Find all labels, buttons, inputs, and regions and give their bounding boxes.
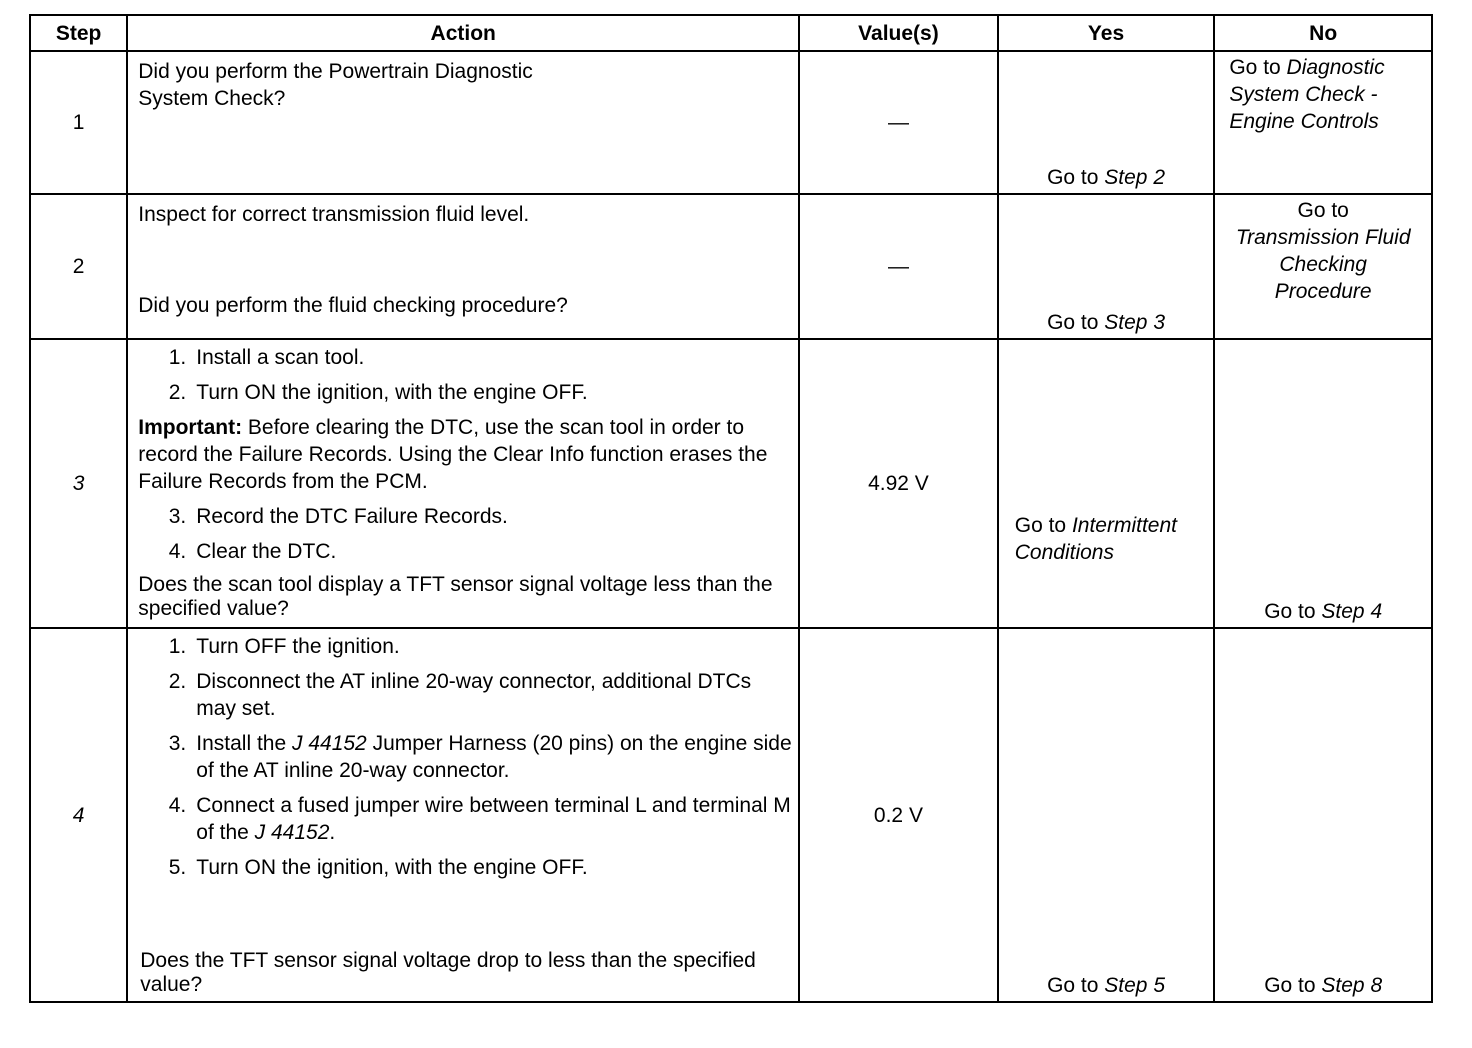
action-cell [127,339,799,628]
no-prefix: Go to [1297,199,1349,222]
action-text: Did you perform the Powertrain Diagnostic [138,60,533,83]
no-link[interactable] [1215,972,1431,999]
list-item: 5. Turn ON the ignition, with the engine OFF. [168,856,588,879]
header-no: No [1214,15,1432,51]
yes-prefix: Go to [1047,311,1105,334]
value-text: 4.92 V [868,472,929,495]
value-cell [799,194,998,339]
no-target: Transmission Fluid Checking Procedure [1235,226,1411,303]
tool-reference: J 44152 [292,732,367,755]
no-link[interactable] [1215,195,1431,305]
table-row [30,51,1432,194]
value-cell [799,628,998,1002]
step-cell [30,339,127,628]
no-prefix: Go to [1264,600,1322,623]
table-row [30,194,1432,339]
yes-cell [998,339,1215,628]
list-item: 2. Disconnect the AT inline 20-way connector, additional DTCs may set. [168,670,752,720]
no-target: Step 4 [1321,600,1383,623]
step-number: 3 [72,472,85,495]
action-question: Does the TFT sensor signal voltage drop to less than the specified value? [140,949,756,996]
no-cell [1214,339,1432,628]
yes-prefix: Go to [1047,166,1105,189]
no-cell [1214,628,1432,1002]
action-question: Does the scan tool display a TFT sensor signal voltage less than the specified value? [138,573,773,620]
action-text: Inspect for correct transmission fluid level. [138,203,530,226]
important-label: Important: [138,416,243,439]
yes-target: Step 5 [1104,974,1165,997]
step-cell [30,628,127,1002]
list-item: 4. Clear the DTC. [168,540,337,563]
important-note [138,414,792,495]
header-step: Step [30,15,127,51]
no-target: Step 8 [1321,974,1383,997]
list-item: 3. Install the J 44152 Jumper Harness (20 pins) on the engine side of the AT inline 20-way connector. [168,732,792,782]
list-item: 1. Install a scan tool. [168,346,365,369]
value-text: — [887,111,909,134]
yes-cell [998,51,1215,194]
action-cell [127,51,799,194]
yes-prefix: Go to [1047,974,1105,997]
step-cell [30,194,127,339]
yes-prefix: Go to [1014,514,1072,537]
step-list [138,503,792,565]
no-link[interactable] [1215,598,1431,625]
yes-link[interactable] [999,309,1214,336]
header-action: Action [127,15,799,51]
action-text: System Check? [138,87,286,110]
no-prefix: Go to [1229,56,1287,79]
no-target: Diagnostic System Check - Engine Controls [1229,56,1385,133]
list-item: 3. Record the DTC Failure Records. [168,505,508,528]
step-number: 2 [72,255,85,278]
action-cell [127,628,799,1002]
important-text: Before clearing the DTC, use the scan tool in order to record the Failure Records. Using the Clear Info function erases the Failure Records from the PCM. [138,416,768,493]
yes-target: Step 2 [1104,166,1165,189]
header-value: Value(s) [799,15,998,51]
yes-target: Step 3 [1104,311,1165,334]
table-row [30,628,1432,1002]
no-prefix: Go to [1264,974,1322,997]
header-yes: Yes [998,15,1215,51]
diagnostic-table [29,14,1433,1003]
yes-link[interactable] [1015,512,1208,566]
action-cell [127,194,799,339]
yes-link[interactable] [999,164,1214,191]
yes-cell [998,194,1215,339]
table-row [30,339,1432,628]
yes-link[interactable] [999,972,1214,999]
step-list [138,633,792,881]
step-list [138,344,792,406]
yes-cell [998,628,1215,1002]
step-cell [30,51,127,194]
tool-reference: J 44152 [254,821,330,844]
value-cell [799,339,998,628]
header-row [30,15,1432,51]
step-number: 4 [72,803,85,827]
step-number: 1 [72,111,85,134]
value-text: 0.2 V [873,803,923,827]
no-cell [1214,51,1432,194]
list-item: 4. Connect a fused jumper wire between terminal L and terminal M of the J 44152. [168,794,791,844]
action-question: Did you perform the fluid checking procedure? [138,294,568,317]
no-link[interactable] [1215,52,1431,135]
yes-target: Intermittent Conditions [1014,514,1177,564]
list-item: 2. Turn ON the ignition, with the engine OFF. [168,381,588,404]
no-cell [1214,194,1432,339]
value-text: — [887,255,909,278]
list-item: 1. Turn OFF the ignition. [168,635,400,658]
value-cell [799,51,998,194]
